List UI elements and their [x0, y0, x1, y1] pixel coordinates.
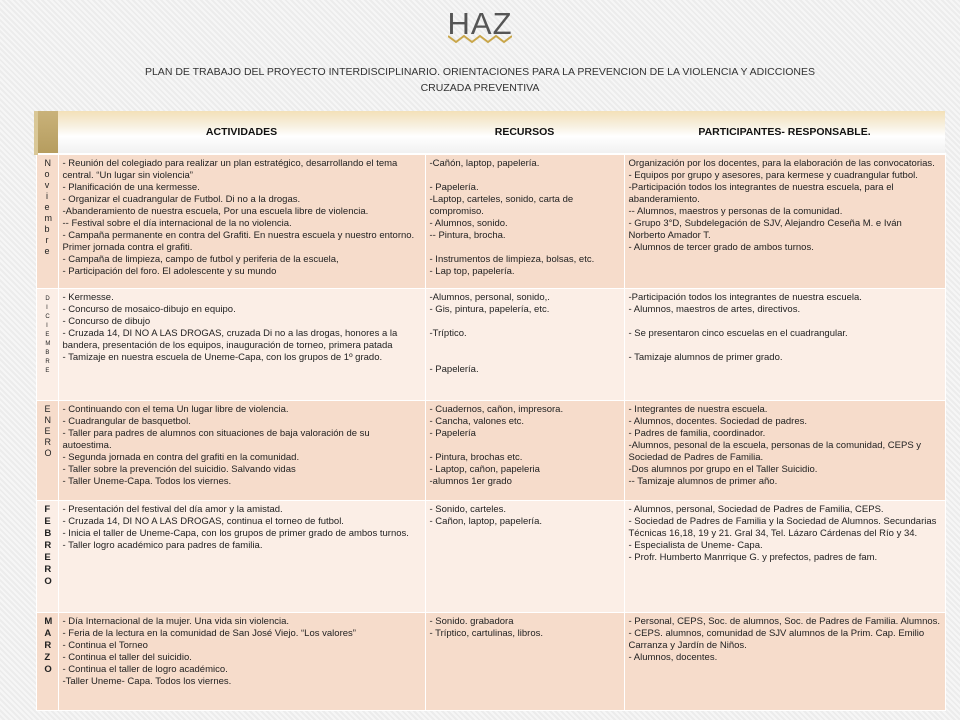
participants-cell — [624, 612, 945, 710]
activities-line: - Organizar el cuadrangular de Futbol. Di no a la drogas. — [62, 194, 301, 205]
activities-cell — [58, 154, 425, 288]
participants-cell — [624, 500, 945, 612]
participants-line: - Alumnos, maestros de artes, directivos. — [628, 303, 801, 315]
table-row — [36, 612, 945, 710]
participants-line: - Grupo 3°D, Subdelegación de SJV, Alejandro Ceseña M. e Iván Norberto Amador T. — [628, 218, 902, 241]
resources-line: - Cañon, laptop, papelería. — [429, 515, 542, 527]
activities-line: - Inicia el taller de Uneme-Capa, con los grupos de primer grado de ambos turnos. — [62, 527, 409, 539]
month-label: Noviembre — [44, 158, 52, 256]
subtitle-line-1: PLAN DE TRABAJO DEL PROYECTO INTERDISCIPLINARIO. ORIENTACIONES PARA LA PREVENCION DE LA VIOLENCIA Y ADICCIONES — [144, 66, 816, 78]
activities-line: - Kermesse. — [62, 291, 114, 303]
activities-line: - Continua el taller de logro académico. — [62, 663, 228, 675]
activities-line: - Feria de la lectura en la comunidad de San José Viejo. “Los valores” — [62, 627, 356, 639]
activities-line: - Reunión del colegiado para realizar un plan estratégico, desarrollando el tema central. “Un lugar sin violencia” — [62, 158, 398, 181]
resources-cell — [425, 154, 624, 288]
participants-line: - Sociedad de Padres de Familia y la Sociedad de Alumnos. Secundarias Técnicas 16,18, 19 y 21. Gral 34, Tel. Lázaro Cárdenas del Río y 34. — [628, 515, 937, 539]
participants-line: - Alumnos, docentes. Sociedad de padres. — [628, 415, 808, 427]
resources-line: -alumnos 1er grado — [429, 475, 512, 487]
activities-line: - Taller Uneme-Capa. Todos los viernes. — [62, 475, 232, 487]
resources-line: - Alumnos, sonido. — [429, 218, 508, 229]
activities-line: - Taller sobre la prevención del suicidio. Salvando vidas — [62, 463, 296, 475]
activities-line: - Presentación del festival del día amor y la amistad. — [62, 503, 283, 515]
activities-cell — [58, 288, 425, 400]
header-activities: ACTIVIDADES — [58, 111, 425, 154]
activities-line: - Segunda jornada en contra del grafiti en la comunidad. — [62, 451, 300, 463]
subtitle-line-2: CRUZADA PREVENTIVA — [420, 82, 540, 94]
table-row — [36, 500, 945, 612]
participants-line: -- Alumnos, maestros y personas de la comunidad. — [628, 206, 843, 217]
title-zigzag-decoration — [448, 34, 512, 44]
blank-line — [430, 352, 620, 364]
resources-cell — [425, 612, 624, 710]
blank-line — [629, 316, 941, 328]
header-resources: RECURSOS — [425, 111, 624, 154]
resources-line: -Cañón, laptop, papelería. — [429, 158, 540, 169]
resources-line: -Tríptico. — [429, 327, 467, 339]
participants-cell — [624, 288, 945, 400]
activities-line: - Continua el Torneo — [62, 639, 148, 651]
table-row — [36, 288, 945, 400]
blank-line — [430, 440, 620, 452]
table-body — [36, 154, 945, 710]
resources-line: - Instrumentos de limpieza, bolsas, etc. — [429, 254, 595, 265]
resources-line: - Gis, pintura, papelería, etc. — [429, 303, 550, 315]
resources-line: - Pintura, brochas etc. — [429, 451, 523, 463]
month-label: FEBRERO — [44, 503, 52, 587]
resources-line: -- Pintura, brocha. — [429, 230, 506, 241]
participants-line: Organización por los docentes, para la elaboración de las convocatorias. — [628, 158, 935, 169]
resources-line: - Lap top, papelería. — [429, 266, 515, 277]
participants-line: - Profr. Humberto Manrrique G. y prefectos, padres de fam. — [628, 551, 878, 563]
participants-line: -- Tamizaje alumnos de primer año. — [628, 475, 778, 487]
resources-line: - Papelería. — [429, 363, 479, 375]
month-cell — [36, 154, 58, 288]
blank-line — [430, 170, 620, 182]
activities-line: - Taller logro académico para padres de familia. — [62, 539, 263, 551]
participants-line: -Participación todos los integrantes de nuestra escuela. — [628, 291, 862, 303]
table-row — [36, 154, 945, 288]
participants-line: - Equipos por grupo y asesores, para kermese y cuadrangular futbol. — [628, 170, 918, 181]
participants-line: - Padres de familia, coordinador. — [628, 427, 766, 439]
resources-line: - Laptop, cañon, papeleria — [429, 463, 540, 475]
resources-line: - Papelería. — [429, 182, 479, 193]
participants-line: - Integrantes de nuestra escuela. — [628, 403, 768, 415]
participants-line: -Dos alumnos por grupo en el Taller Suicidio. — [628, 463, 818, 475]
participants-cell — [624, 400, 945, 500]
activities-line: - Campaña permanente en contra del Grafiti. En nuestra escuela y nuestro entorno. Primer jornada contra el grafiti. — [62, 230, 415, 253]
resources-line: - Cuadernos, cañon, impresora. — [429, 403, 564, 415]
month-cell — [36, 288, 58, 400]
activities-line: -Abanderamiento de nuestra escuela, Por una escuela libre de violencia. — [62, 206, 369, 217]
activities-line: - Día Internacional de la mujer. Una vida sin violencia. — [62, 615, 290, 627]
resources-line: - Papelería — [429, 427, 476, 439]
header-month — [36, 111, 58, 154]
participants-line: - Personal, CEPS, Soc. de alumnos, Soc. de Padres de Familia. Alumnos. — [628, 615, 941, 627]
participants-line: - CEPS. alumnos, comunidad de SJV alumnos de la Prim. Cap. Emilio Carranza y Jardín de Niños. — [628, 627, 925, 651]
activities-line: - Cruzada 14, DI NO A LAS DROGAS, cruzada Di no a las drogas, honores a la bandera, presentación de los equipos, inauguración de torneo, primera patada — [62, 327, 398, 351]
participants-line: - Alumnos, personal, Sociedad de Padres de Familia, CEPS. — [628, 503, 884, 515]
participants-line: - Alumnos, docentes. — [628, 651, 718, 663]
resources-cell — [425, 288, 624, 400]
activities-line: - Continua el taller del suicidio. — [62, 651, 192, 663]
month-cell — [36, 612, 58, 710]
month-label: MARZO — [44, 615, 53, 675]
blank-line — [629, 340, 941, 352]
activities-line: -- Festival sobre el día internacional de la no violencia. — [62, 218, 292, 229]
activities-line: - Cuadrangular de basquetbol. — [62, 415, 191, 427]
participants-line: -Alumnos, pesonal de la escuela, personas de la comunidad, CEPS y Sociedad de Padres de Familia. — [628, 439, 922, 463]
participants-line: - Tamizaje alumnos de primer grado. — [628, 351, 783, 363]
table-row — [36, 400, 945, 500]
activities-line: -Taller Uneme- Capa. Todos los viernes. — [62, 675, 232, 687]
header-participants: PARTICIPANTES- RESPONSABLE. — [624, 111, 945, 154]
activities-line: - Cruzada 14, DI NO A LAS DROGAS, continua el torneo de futbol. — [62, 515, 344, 527]
activities-line: - Continuando con el tema Un lugar libre de violencia. — [62, 403, 289, 415]
plan-subtitle — [0, 64, 960, 96]
resources-line: - Sonido. grabadora — [429, 615, 514, 627]
month-label: DICIEMBRE — [45, 295, 51, 374]
resources-cell — [425, 500, 624, 612]
month-cell — [36, 400, 58, 500]
blank-line — [430, 340, 620, 352]
resources-line: - Sonido, carteles. — [429, 503, 507, 515]
participants-line: -Participación todos los integrantes de nuestra escuela, para el abanderamiento. — [628, 182, 894, 205]
blank-line — [430, 242, 620, 254]
activities-line: - Concurso de dibujo — [62, 315, 151, 327]
activities-line: - Tamizaje en nuestra escuela de Uneme-Capa, con los grupos de 1º grado. — [62, 351, 383, 363]
activities-cell — [58, 500, 425, 612]
resources-cell — [425, 400, 624, 500]
month-cell — [36, 500, 58, 612]
participants-line: - Alumnos de tercer grado de ambos turnos. — [628, 242, 814, 253]
activities-line: - Participación del foro. El adolescente y su mundo — [62, 266, 277, 277]
activities-line: - Planificación de una kermesse. — [62, 182, 200, 193]
participants-line: - Se presentaron cinco escuelas en el cuadrangular. — [628, 327, 848, 339]
resources-line: - Tríptico, cartulinas, libros. — [429, 627, 544, 639]
participants-cell — [624, 154, 945, 288]
participants-line: - Especialista de Uneme- Capa. — [628, 539, 763, 551]
activities-line: - Concurso de mosaico-dibujo en equipo. — [62, 303, 236, 315]
resources-line: -Laptop, carteles, sonido, carta de compromiso. — [429, 194, 574, 217]
resources-line: -Alumnos, personal, sonido,. — [429, 291, 550, 303]
blank-line — [430, 316, 620, 328]
work-plan-table — [34, 111, 946, 711]
activities-cell — [58, 400, 425, 500]
table-header-row — [36, 111, 945, 154]
month-label: ENERO — [44, 403, 52, 458]
page-title: HAZ — [447, 6, 513, 41]
activities-cell — [58, 612, 425, 710]
activities-line: - Taller para padres de alumnos con situaciones de baja valoración de su autoestima. — [62, 427, 370, 451]
resources-line: - Cancha, valones etc. — [429, 415, 525, 427]
activities-line: - Campaña de limpieza, campo de futbol y periferia de la escuela, — [62, 254, 339, 265]
